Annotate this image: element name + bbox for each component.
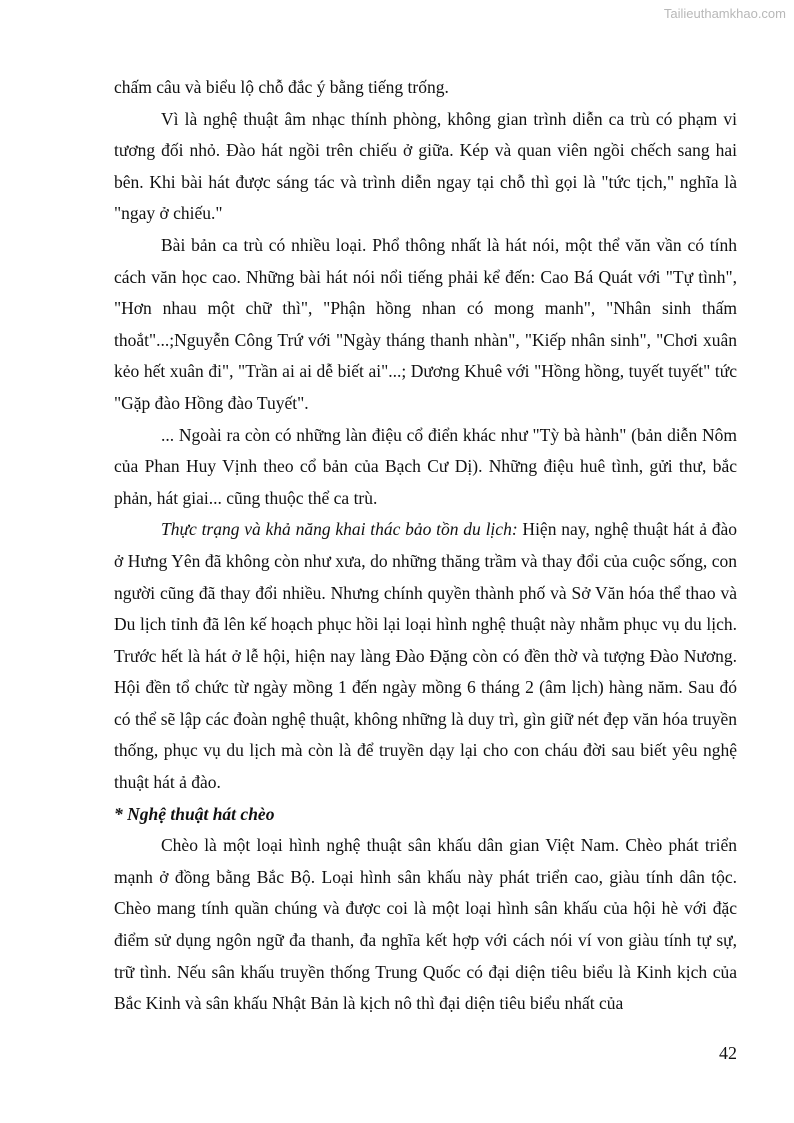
paragraph-cheo-intro: Chèo là một loại hình nghệ thuật sân khấu dân gian Việt Nam. Chèo phát triển mạnh ở đồng bằng Bắc Bộ. Loại hình sân khấu này phát triển cao, giàu tính dân tộc. Chèo mang tính quần chúng và được coi là một loại hình sân khấu của hội hè với đặc điểm sử dụng ngôn ngữ đa thanh, đa nghĩa kết hợp với cách nói ví von giàu tính tự sự, trữ tình. Nếu sân khấu truyền thống Trung Quốc có đại diện tiêu biểu là Kinh kịch của Bắc Kinh và sân khấu Nhật Bản là kịch nô thì đại diện tiêu biểu nhất của xyxy=(114,835,737,1014)
section-heading-cheo: * Nghệ thuật hát chèo xyxy=(114,803,275,824)
paragraph-continuation: chấm câu và biểu lộ chỗ đắc ý bằng tiếng trống. xyxy=(114,77,449,97)
paragraph-tourism-preservation xyxy=(114,514,737,798)
document-body xyxy=(114,72,737,1020)
paragraph-body-text: Hiện nay, nghệ thuật hát ả đào ở Hưng Yên đã không còn như xưa, do những thăng trầm và thay đổi của cuộc sống, con người cũng đã thay đổi nhiều. Nhưng chính quyền thành phố và Sở Văn hóa thể thao và Du lịch tỉnh đã lên kế hoạch phục hồi lại loại hình nghệ thuật này nhằm phục vụ du lịch. Trước hết là hát ở lễ hội, hiện nay làng Đào Đặng còn có đền thờ và tượng Đào Nương. Hội đền tổ chức từ ngày mồng 1 đến ngày mồng 6 tháng 2 (âm lịch) hàng năm. Sau đó có thể sẽ lập các đoàn nghệ thuật, không những là duy trì, gìn giữ nét đẹp văn hóa truyền thống, phục vụ du lịch mà còn là để truyền dạy lại cho con cháu đời sau biết yêu nghệ thuật hát ả đào. xyxy=(114,519,737,793)
watermark: Tailieuthamkhao.com xyxy=(663,6,786,21)
paragraph-ca-tru-repertoire: Bài bản ca trù có nhiều loại. Phổ thông nhất là hát nói, một thể văn vần có tính cách văn học cao. Những bài hát nói nổi tiếng phải kể đến: Cao Bá Quát với "Tự tình", "Hơn nhau một chữ thì", "Phận hồng nhan có mong manh", "Nhân sinh thấm thoắt"...;Nguyễn Công Trứ với "Ngày tháng thanh nhàn", "Kiếp nhân sinh", "Chơi xuân kẻo hết xuân đi", "Trần ai ai dễ biết ai"...; Dương Khuê với "Hồng hồng, tuyết tuyết" tức "Gặp đào Hồng đào Tuyết". xyxy=(114,234,737,413)
page-number: 42 xyxy=(719,1043,737,1063)
paragraph-classic-melodies: ... Ngoài ra còn có những làn điệu cổ điển khác như "Tỳ bà hành" (bản diễn Nôm của Phan Huy Vịnh theo cổ bản của Bạch Cư Dị). Những điệu huê tình, gửi thư, bắc phản, hát giai... cũng thuộc thể ca trù. xyxy=(114,424,737,508)
paragraph-lead-italic: Thực trạng và khả năng khai thác bảo tồn du lịch: xyxy=(161,519,518,540)
paragraph-ca-tru-space: Vì là nghệ thuật âm nhạc thính phòng, không gian trình diễn ca trù có phạm vi tương đối nhỏ. Đào hát ngồi trên chiếu ở giữa. Kép và quan viên ngồi chếch sang hai bên. Khi bài hát được sáng tác và trình diễn ngay tại chỗ thì gọi là "tức tịch," nghĩa là "ngay ở chiếu." xyxy=(114,108,737,224)
